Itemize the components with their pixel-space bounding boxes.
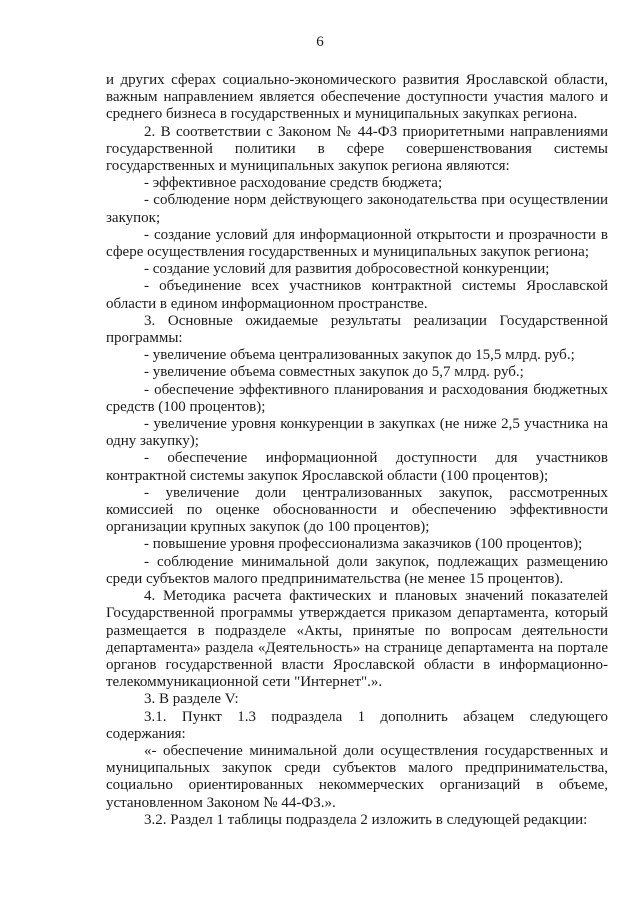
paragraph: и других сферах социально-экономического развития Ярославской области, важным направлением является обеспечение доступности участия малого и среднего бизнеса в государственных и муниципальных закупках региона.: [106, 72, 608, 123]
list-item: - обеспечение информационной доступности для участников контрактной системы закупок Ярославской области (100 процентов);: [106, 450, 608, 484]
paragraph: 3.1. Пункт 1.3 подраздела 1 дополнить абзацем следующего содержания:: [106, 708, 608, 742]
list-item: - соблюдение минимальной доли закупок, подлежащих размещению среди субъектов малого предпринимательства (не менее 15 процентов).: [106, 553, 608, 587]
list-item: - соблюдение норм действующего законодательства при осуществлении закупок;: [106, 192, 608, 226]
page-number: 6: [316, 34, 324, 50]
paragraph: 2. В соответствии с Законом № 44-ФЗ приоритетными направлениями государственной политики в сфере совершенствования системы государственных и муниципальных закупок региона являются:: [106, 123, 608, 175]
list-item: - повышение уровня профессионализма заказчиков (100 процентов);: [144, 536, 583, 553]
list-item: - увеличение объема централизованных закупок до 15,5 млрд. руб.;: [144, 347, 575, 364]
list-item: - создание условий для информационной открытости и прозрачности в сфере осуществления государственных и муниципальных закупок региона;: [106, 226, 608, 261]
paragraph: 3.2. Раздел 1 таблицы подраздела 2 изложить в следующей редакции:: [144, 811, 588, 828]
quoted-paragraph: «- обеспечение минимальной доли осуществления государственных и муниципальных закупок среди субъектов малого предпринимательства, социально ориентированных некоммерческих организаций в объеме, установленном Законом № 44-ФЗ.».: [106, 742, 608, 811]
list-item: - обеспечение эффективного планирования и расходования бюджетных средств (100 процентов);: [106, 381, 608, 415]
section-heading: 3. В разделе V:: [144, 691, 239, 708]
list-item: - увеличение доли централизованных закупок, рассмотренных комиссией по оценке обоснованности и обеспечению эффективности организации крупных закупок (до 100 процентов);: [106, 484, 608, 536]
list-item: - увеличение уровня конкуренции в закупках (не ниже 2,5 участника на одну закупку);: [106, 416, 608, 450]
document-body: [106, 72, 608, 829]
list-item: - создание условий для развития добросовестной конкуренции;: [144, 261, 550, 278]
paragraph: 4. Методика расчета фактических и плановых значений показателей Государственной программы утверждается приказом департамента, который размещается в подразделе «Акты, принятые по вопросам деятельности департамента» раздела «Деятельность» на странице департамента на портале органов государственной власти Ярославской области в информационно-телекоммуникационной сети "Интернет".».: [106, 588, 608, 691]
list-item: - объединение всех участников контрактной системы Ярославской области в едином информационном пространстве.: [106, 278, 608, 312]
list-item: - увеличение объема совместных закупок до 5,7 млрд. руб.;: [144, 364, 524, 381]
list-item: - эффективное расходование средств бюджета;: [144, 175, 443, 192]
paragraph: 3. Основные ожидаемые результаты реализации Государственной программы:: [106, 312, 608, 347]
